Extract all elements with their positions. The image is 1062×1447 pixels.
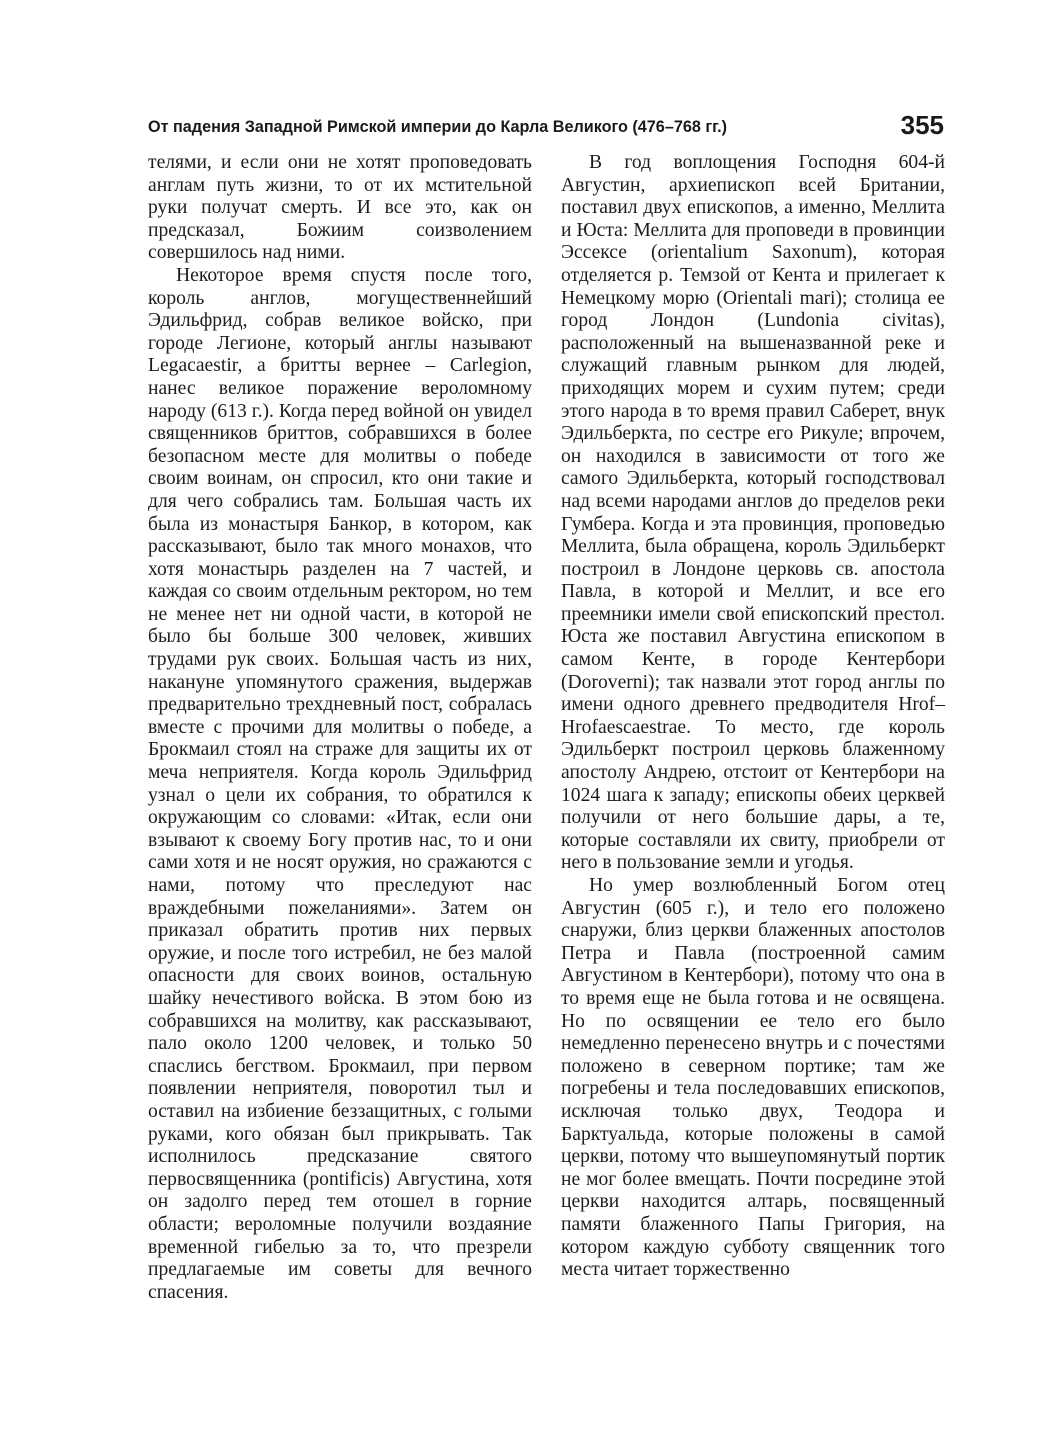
- left-column: [148, 152, 532, 1304]
- paragraph: Некоторое время спустя после того, король англов, могущественнейший Эдильфрид, собрав великое войско, при городе Легионе, который англы называют Legacaestir, а бритты вернее – Carlegion, нанес великое поражение вероломному народу (613 г.). Когда перед войной он увидел священников бриттов, собравшихся в более безопасном месте для молитвы о победе своим воинам, он спросил, кто они такие и для чего собрались там. Большая часть их была из монастыря Банкор, в котором, как рассказывают, было так много монахов, что хотя монастырь разделен на 7 частей, и каждая со своим отдельным ректором, но тем не менее нет ни одной части, в которой не было бы больше 300 человек, живших трудами рук своих. Большая часть из них, накануне упомянутого сражения, выдержав предварительно трехдневный пост, собралась вместе с прочими для молитвы о победе, а Брокмаил стоял на страже для защиты их от меча неприятеля. Когда король Эдильфрид узнал о цели их собрания, то обратился к окружающим со словами: «Итак, если они взывают к своему Богу против нас, то и они сами хотя и не носят оружия, но сражаются с нами, потому что преследуют нас враждебными пожеланиями». Затем он приказал обратить против них первых оружие, и после того истребил, не без малой опасности для своих воинов, остальную шайку нечестивого войска. В этом бою из собравшихся на молитву, как рассказывают, пало около 1200 человек, и только 50 спаслись бегством. Брокмаил, при первом появлении неприятеля, поворотил тыл и оставил на избиение беззащитных, с голыми руками, кого обязан был прикрывать. Так исполнилось предсказание святого первосвященника (pontificis) Августина, хотя он задолго перед тем отошел в горние области; вероломные получили воздаяние временной гибелью за то, что презрели предлагаемые им советы для вечного спасения.: [148, 264, 532, 1303]
- paragraph: Но умер возлюбленный Богом отец Августин (605 г.), и тело его положено снаружи, близ церкви блаженных апостолов Петра и Павла (построенной самим Августином в Кентербори), потому что она в то время еще не была готова и не освящена. Но по освящении ее тело его было немедленно перенесено внутрь и с почестями положено в северном портике; там же погребены и тела последовавших епископов, исключая только двух, Теодора и Барктуальда, которые положены в самой церкви, потому что вышеупомянутый портик не мог более вмещать. Почти посредине этой церкви находится алтарь, посвященный памяти блаженного Папы Григория, на котором каждую субботу священник того места читает торжественно: [561, 875, 945, 1281]
- running-title: От падения Западной Римской империи до Карла Великого (476–768 гг.): [148, 118, 728, 136]
- running-header: [148, 110, 944, 144]
- paragraph: телями, и если они не хотят проповедовать англам путь жизни, то от их мстительной руки получат смерть. И все это, как он предсказал, Божиим соизволением совершилось над ними.: [148, 152, 532, 264]
- right-column: [561, 152, 945, 1282]
- paragraph: В год воплощения Господня 604-й Августин, архиепископ всей Британии, поставил двух епископов, а именно, Меллита и Юста: Меллита для проповеди в провинции Эссексе (orientalium Saxonum), которая отделяется р. Темзой от Кента и прилегает к Немецкому морю (Orientali mari); столица ее город Лондон (Lundonia civitas), расположенный на вышеназванной реке и служащий главным рынком для людей, приходящих морем и сухим путем; среди этого народа в то время правил Саберет, внук Эдильберкта, по сестре его Рикуле; впрочем, он находился в зависимости от того же самого Эдильберкта, который господствовал над всеми народами англов до пределов реки Гумбера. Когда и эта провинция, проповедью Меллита, была обращена, король Эдильберкт построил в Лондоне церковь св. апостола Павла, в которой и Меллит, и все его преемники имели свой епископский престол. Юста же поставил Августина епископом в самом Кенте, в городе Кентербори (Doroverni); так назвали этот город англы по имени одного древнего предводителя Hrof–Hrofaescaestrae. То место, где король Эдильберкт построил церковь блаженному апостолу Андрею, отстоит от Кентербори на 1024 шага к западу; епископы обеих церквей получили от него большие дары, а те, которые составляли их свиту, приобрели от него в пользование земли и угодья.: [561, 152, 945, 874]
- page-number: 355: [900, 110, 944, 140]
